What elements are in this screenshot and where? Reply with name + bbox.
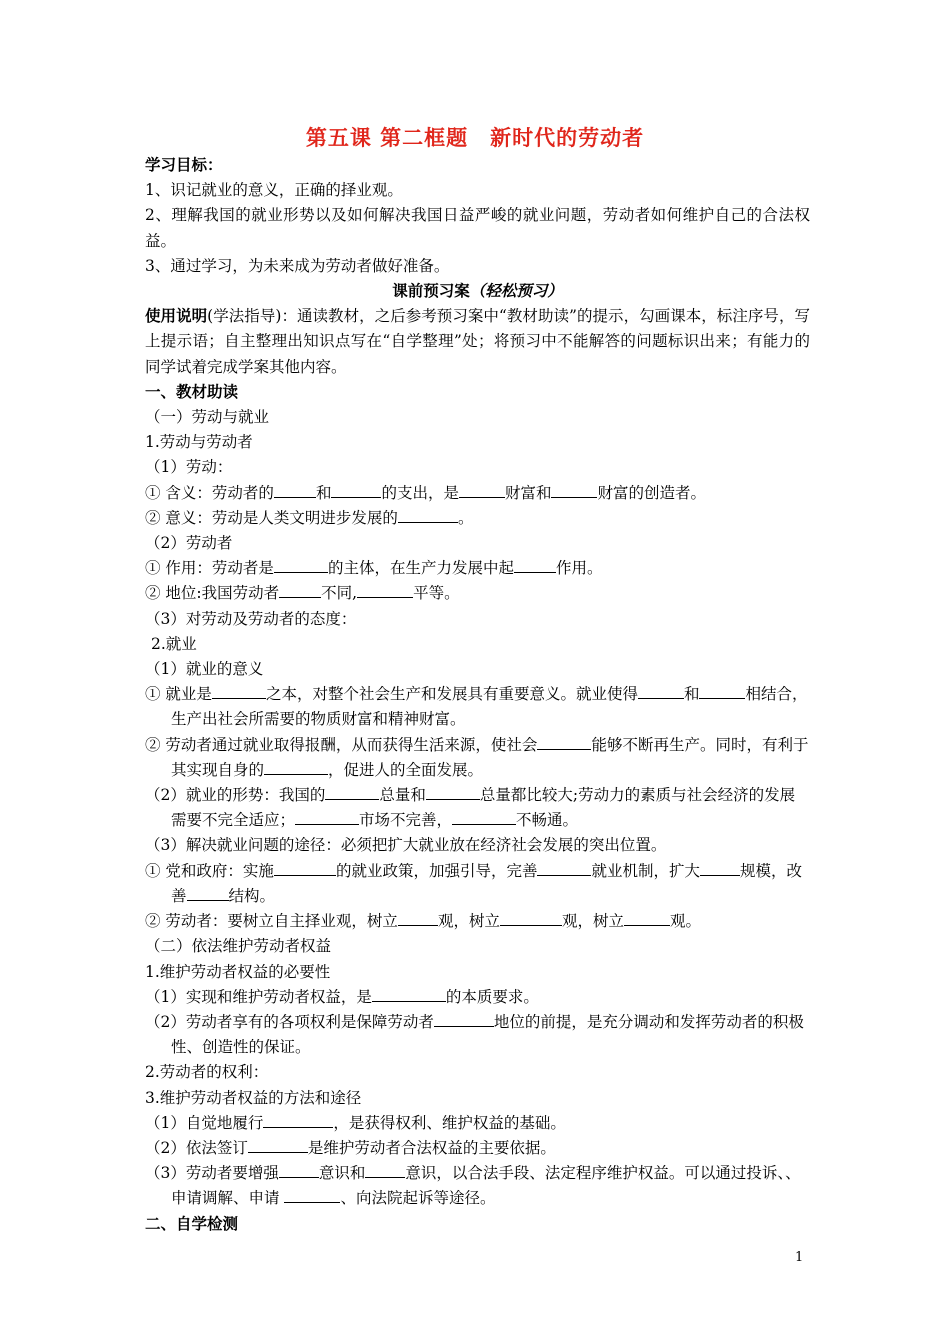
answer-blank[interactable] [699, 683, 745, 699]
item-heading: 2.劳动者的权利： [145, 1063, 269, 1082]
goals-heading: 学习目标： [145, 156, 223, 174]
page-number: 1 [795, 1250, 804, 1265]
text-seg: 财富和 [504, 483, 552, 502]
text-seg: 结构。 [228, 886, 276, 905]
answer-blank[interactable] [500, 910, 562, 926]
text-seg: 作用。 [555, 559, 603, 578]
answer-blank[interactable] [187, 885, 229, 901]
text-seg: 不同, [321, 584, 358, 603]
document-body [145, 153, 810, 1237]
text-seg: 就业机制，扩大 [591, 861, 700, 880]
preview-title-line [145, 279, 810, 304]
text-seg: 、向法院起诉等途径。 [340, 1189, 496, 1208]
fill-line [145, 985, 810, 1010]
answer-blank[interactable] [365, 1162, 405, 1178]
fill-line [145, 1111, 810, 1136]
fill-paragraph [145, 783, 810, 833]
answer-blank[interactable] [248, 1137, 308, 1153]
answer-blank[interactable] [212, 683, 266, 699]
text-seg: （1）实现和维护劳动者权益，是 [145, 987, 372, 1006]
goal-item: 1、识记就业的意义，正确的择业观。 [145, 181, 403, 200]
answer-blank[interactable] [398, 910, 438, 926]
fill-paragraph [145, 1161, 810, 1211]
answer-blank[interactable] [537, 860, 591, 876]
answer-blank[interactable] [274, 860, 336, 876]
text-seg: ① 就业是 [145, 685, 212, 704]
answer-blank[interactable] [398, 507, 458, 523]
text-seg: ② 劳动者：要树立自主择业观，树立 [145, 912, 398, 931]
text-seg: 总量和 [379, 786, 426, 805]
text-seg: 和 [683, 685, 700, 704]
answer-blank[interactable] [274, 482, 316, 498]
answer-blank[interactable] [263, 1112, 333, 1128]
text-seg: 总量都比较大;劳动力的素质与社会经济的发展需要不完全适应； [171, 786, 796, 830]
answer-blank[interactable] [279, 582, 321, 598]
fill-line [145, 506, 810, 531]
text-seg: 和 [315, 483, 332, 502]
text-seg: 观。 [669, 912, 701, 931]
text-seg: 规模，改善 [171, 861, 802, 905]
text-seg: ，是获得权利、维护权益的基础。 [333, 1113, 566, 1132]
item-heading: 3.维护劳动者权益的方法和途径 [145, 1088, 362, 1107]
text-seg: ① 含义：劳动者的 [145, 483, 274, 502]
goal-item: 2、理解我国的就业形势以及如何解决我国日益严峻的就业问题，劳动者如何维护自己的合法权益。 [145, 206, 810, 250]
answer-blank[interactable] [551, 482, 597, 498]
answer-blank[interactable] [295, 809, 359, 825]
answer-blank[interactable] [279, 1162, 319, 1178]
usage-label: 使用说明 [145, 307, 208, 326]
text-seg: （3）劳动者要增强 [145, 1164, 279, 1183]
text-seg: 。 [457, 508, 474, 527]
item-heading: 1.劳动与劳动者 [145, 433, 253, 452]
text-seg: 平等。 [413, 584, 460, 603]
item-heading: 2.就业 [151, 634, 197, 653]
text-seg: 市场不完善， [359, 811, 453, 830]
subitem-heading: （1）就业的意义 [145, 660, 264, 679]
text-seg: 观，树立 [561, 912, 624, 931]
answer-blank[interactable] [264, 759, 328, 775]
subitem-heading: （3）解决就业问题的途径：必须把扩大就业放在经济社会发展的突出位置。 [145, 836, 667, 855]
preview-subtitle: （轻松预习） [469, 282, 563, 301]
answer-blank[interactable] [700, 860, 740, 876]
text-seg: （2）依法签订 [145, 1138, 248, 1157]
goal-item: 3、通过学习，为未来成为劳动者做好准备。 [145, 256, 450, 275]
text-seg: （2）劳动者享有的各项权利是保障劳动者 [145, 1012, 434, 1031]
text-seg: 财富的创造者。 [597, 483, 706, 502]
answer-blank[interactable] [624, 910, 670, 926]
answer-blank[interactable] [284, 1187, 340, 1203]
page-title: 第五课 第二框题 新时代的劳动者 [305, 126, 645, 150]
item-heading: 1.维护劳动者权益的必要性 [145, 962, 331, 981]
subitem-heading: （1）劳动： [145, 458, 233, 477]
text-seg: 的本质要求。 [445, 987, 539, 1006]
text-seg: 意识，以合法手段、法定程序维护权益。可以通过投诉、、申请调解、申请 [171, 1164, 801, 1208]
text-seg: 不畅通。 [516, 811, 579, 830]
text-seg: （1）自觉地履行 [145, 1113, 264, 1132]
answer-blank[interactable] [274, 557, 328, 573]
fill-paragraph [145, 859, 810, 909]
part-heading: （二）依法维护劳动者权益 [145, 937, 332, 956]
subitem-heading: （2）劳动者 [145, 534, 233, 553]
answer-blank[interactable] [459, 482, 505, 498]
fill-paragraph [145, 1010, 810, 1060]
text-seg: 之本，对整个社会生产和发展具有重要意义。就业使得 [265, 685, 638, 704]
subitem-heading: （3）对劳动及劳动者的态度： [145, 609, 357, 628]
section-heading: 一、教材助读 [145, 382, 239, 401]
fill-paragraph [145, 682, 810, 732]
text-seg: 的主体，在生产力发展中起 [327, 559, 514, 578]
text-seg: 的就业政策，加强引导，完善 [335, 861, 538, 880]
fill-line [145, 556, 810, 581]
answer-blank[interactable] [426, 784, 480, 800]
fill-line [145, 481, 810, 506]
text-seg: 的支出，是 [381, 483, 459, 502]
usage-paragraph [145, 304, 810, 380]
answer-blank[interactable] [372, 986, 446, 1002]
answer-blank[interactable] [537, 734, 591, 750]
answer-blank[interactable] [452, 809, 516, 825]
fill-paragraph [145, 733, 810, 783]
text-seg: （2）就业的形势：我国的 [145, 786, 326, 805]
text-seg: ① 党和政府：实施 [145, 861, 274, 880]
usage-text: (学法指导)：通读教材，之后参考预习案中“教材助读”的提示，勾画课本，标注序号，写上提示语；自主整理出知识点写在“自学整理”处；将预习中不能解答的问题标识出来；有能力的同学试着完成学案其他内容。 [145, 307, 810, 376]
part-heading: （一）劳动与就业 [145, 408, 270, 427]
fill-line [145, 581, 810, 606]
text-seg: 意识和 [318, 1164, 366, 1183]
answer-blank[interactable] [331, 482, 381, 498]
fill-line [145, 1136, 810, 1161]
text-seg: 相结合，生产出社会所需要的物质财富和精神财富。 [171, 685, 808, 729]
fill-line [145, 909, 810, 934]
text-seg: ① 作用：劳动者是 [145, 559, 274, 578]
text-seg: ，促进人的全面发展。 [328, 760, 484, 779]
text-seg: ② 劳动者通过就业取得报酬，从而获得生活来源，使社会 [145, 735, 538, 754]
text-seg: ② 地位:我国劳动者 [145, 584, 280, 603]
text-seg: 能够不断再生产。同时，有利于其实现自身的 [171, 735, 809, 779]
text-seg: 观，树立 [437, 912, 500, 931]
preview-title: 课前预习案 [392, 282, 470, 301]
text-seg: 地位的前提，是充分调动和发挥劳动者的积极性、创造性的保证。 [171, 1012, 804, 1057]
answer-blank[interactable] [434, 1011, 494, 1027]
text-seg: ② 意义：劳动是人类文明进步发展的 [145, 508, 398, 527]
answer-blank[interactable] [638, 683, 684, 699]
answer-blank[interactable] [357, 582, 413, 598]
section-heading: 二、自学检测 [145, 1214, 239, 1233]
answer-blank[interactable] [514, 557, 556, 573]
text-seg: 是维护劳动者合法权益的主要依据。 [307, 1138, 556, 1157]
answer-blank[interactable] [325, 784, 379, 800]
